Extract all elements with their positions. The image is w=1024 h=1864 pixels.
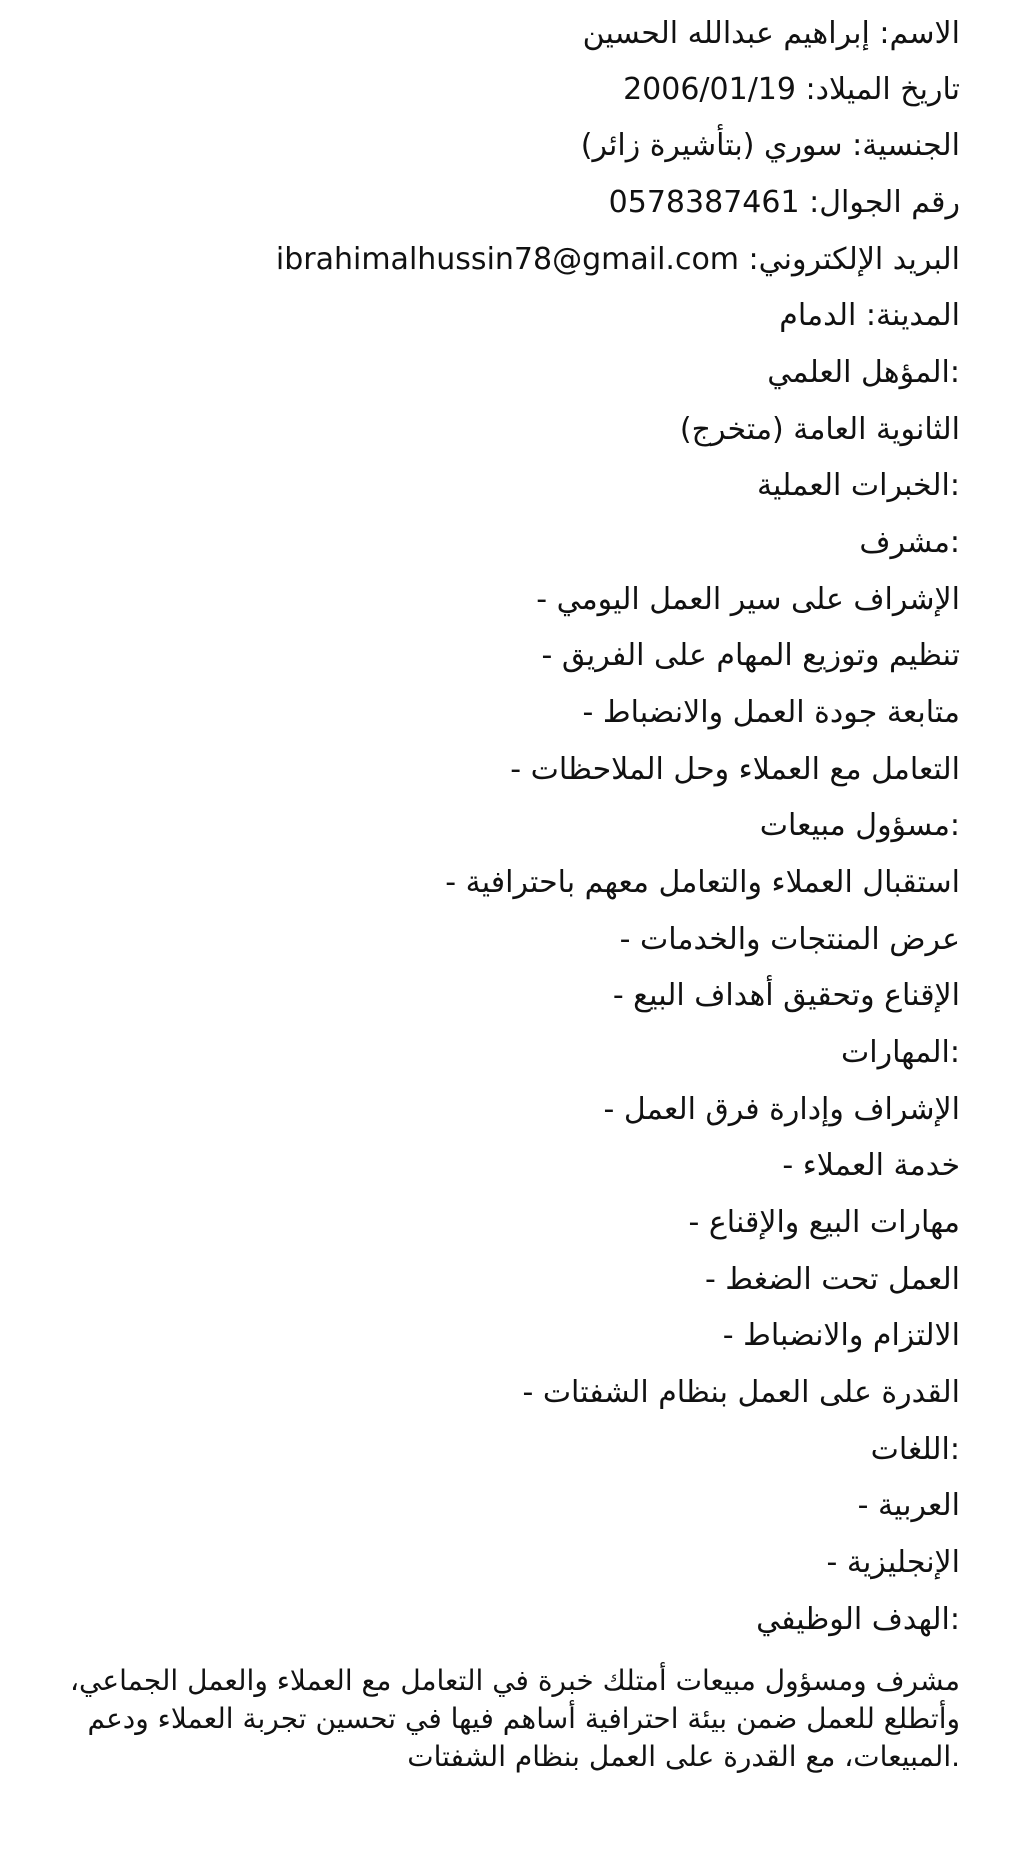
- skill-item-1: الإشراف وإدارة فرق العمل -: [603, 1092, 960, 1127]
- sales-duty-2: عرض المنتجات والخدمات -: [619, 922, 960, 957]
- objective-heading: :الهدف الوظيفي: [756, 1602, 960, 1637]
- skill-item-4: العمل تحت الضغط -: [704, 1262, 960, 1297]
- objective-paragraph: [60, 1662, 960, 1776]
- nationality-line: الجنسية: سوري (بتأشيرة زائر): [580, 128, 960, 163]
- skill-item-5: الالتزام والانضباط -: [722, 1318, 960, 1353]
- objective-line-1: مشرف ومسؤول مبيعات أمتلك خبرة في التعامل مع العملاء والعمل الجماعي،: [70, 1664, 960, 1697]
- city-line: المدينة: الدمام: [779, 298, 960, 333]
- mobile-line: رقم الجوال: 0578387461: [608, 185, 960, 220]
- education-heading: :المؤهل العلمي: [767, 355, 960, 390]
- supervisor-duty-3: متابعة جودة العمل والانضباط -: [582, 695, 960, 730]
- supervisor-duty-2: تنظيم وتوزيع المهام على الفريق -: [541, 638, 960, 673]
- objective-line-3: .المبيعات، مع القدرة على العمل بنظام الشفتات: [407, 1740, 960, 1773]
- experience-heading: :الخبرات العملية: [756, 468, 960, 503]
- skill-item-3: مهارات البيع والإقناع -: [688, 1205, 960, 1240]
- languages-heading: :اللغات: [870, 1432, 960, 1467]
- supervisor-duty-1: الإشراف على سير العمل اليومي -: [536, 582, 960, 617]
- skills-heading: :المهارات: [841, 1035, 960, 1070]
- supervisor-heading: :مشرف: [859, 525, 960, 560]
- skill-item-6: القدرة على العمل بنظام الشفتات -: [522, 1375, 960, 1410]
- education-item: الثانوية العامة (متخرج): [679, 412, 960, 447]
- language-item-1: العربية -: [857, 1488, 960, 1523]
- objective-line-2: وأتطلع للعمل ضمن بيئة احترافية أساهم فيها في تحسين تجربة العملاء ودعم: [87, 1702, 960, 1735]
- sales-heading: :مسؤول مبيعات: [759, 808, 960, 843]
- sales-duty-1: استقبال العملاء والتعامل معهم باحترافية -: [445, 865, 960, 900]
- birthdate-line: تاريخ الميلاد: 2006/01/19: [623, 72, 960, 107]
- email-line: ibrahimalhussin78@gmail.com :البريد الإلكتروني: [275, 242, 960, 277]
- name-line: الاسم: إبراهيم عبدالله الحسين: [582, 16, 960, 51]
- supervisor-duty-4: التعامل مع العملاء وحل الملاحظات -: [510, 752, 960, 787]
- skill-item-2: خدمة العملاء -: [782, 1148, 960, 1183]
- sales-duty-3: الإقناع وتحقيق أهداف البيع -: [612, 978, 960, 1013]
- language-item-2: الإنجليزية -: [826, 1545, 960, 1580]
